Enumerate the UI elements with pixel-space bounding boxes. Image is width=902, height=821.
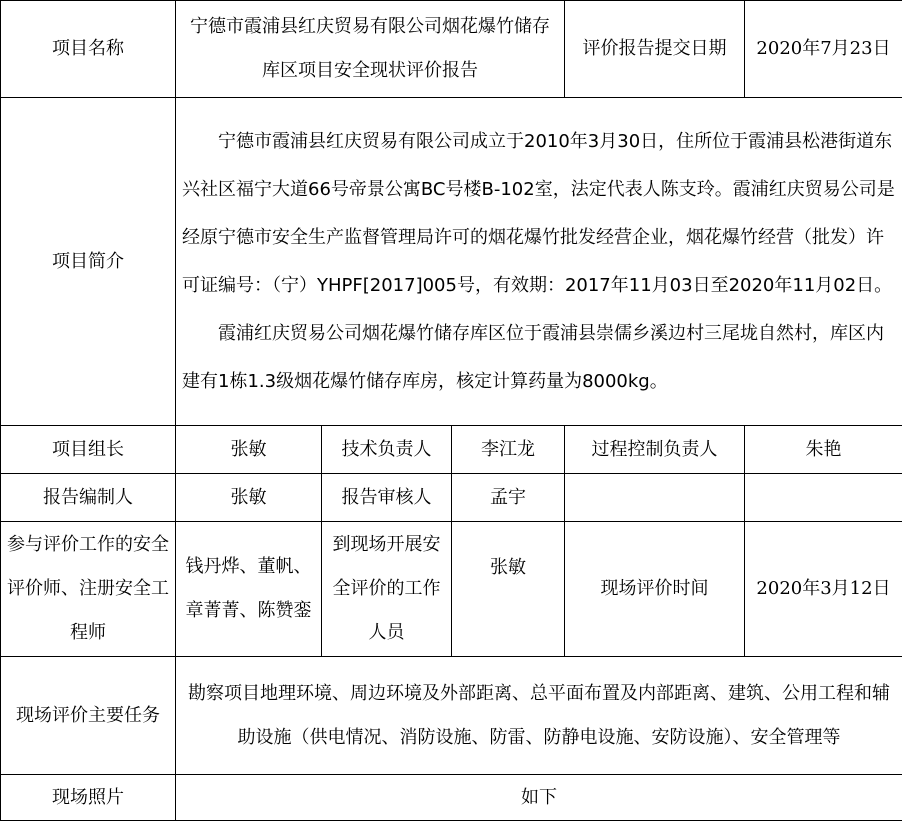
project-leader-label: 项目组长 — [1, 426, 176, 474]
tech-lead-value: 李江龙 — [452, 426, 565, 474]
evaluators-value: 钱丹烨、董帆、章菁菁、陈赞銮 — [176, 522, 322, 657]
project-leader-value: 张敏 — [176, 426, 322, 474]
report-reviewer-label: 报告审核人 — [322, 474, 452, 522]
onsite-staff-label: 到现场开展安全评价的工作人员 — [322, 522, 452, 657]
photos-label: 现场照片 — [1, 775, 176, 821]
row-leaders — [1, 426, 902, 474]
row-tasks — [1, 657, 902, 775]
tech-lead-label: 技术负责人 — [322, 426, 452, 474]
project-name-value: 宁德市霞浦县红庆贸易有限公司烟花爆竹储存库区项目安全现状评价报告 — [176, 1, 565, 98]
empty-cell-2 — [745, 474, 902, 522]
report-reviewer-value: 孟宇 — [452, 474, 565, 522]
report-author-label: 报告编制人 — [1, 474, 176, 522]
photos-value: 如下 — [176, 775, 902, 821]
onsite-staff-value: 张敏 — [452, 522, 565, 657]
row-photos — [1, 775, 902, 821]
onsite-time-value: 2020年3月12日 — [745, 522, 902, 657]
row-report — [1, 474, 902, 522]
intro-paragraph-2: 霞浦红庆贸易公司烟花爆竹储存库区位于霞浦县崇儒乡溪边村三尾垅自然村，库区内建有1栋1.3级烟花爆竹储存库房，核定计算药量为8000kg。 — [182, 310, 896, 406]
row-evaluators — [1, 522, 902, 657]
report-author-value: 张敏 — [176, 474, 322, 522]
tasks-value: 勘察项目地理环境、周边环境及外部距离、总平面布置及内部距离、建筑、公用工程和辅助设施（供电情况、消防设施、防雷、防静电设施、安防设施）、安全管理等 — [176, 657, 902, 775]
submit-date-label: 评价报告提交日期 — [565, 1, 745, 98]
process-control-value: 朱艳 — [745, 426, 902, 474]
row-project-name — [1, 1, 902, 98]
submit-date-value: 2020年7月23日 — [745, 1, 902, 98]
project-intro-label: 项目简介 — [1, 98, 176, 426]
empty-cell-1 — [565, 474, 745, 522]
project-intro-content — [176, 98, 902, 426]
intro-paragraph-1: 宁德市霞浦县红庆贸易有限公司成立于2010年3月30日，住所位于霞浦县松港街道东兴社区福宁大道66号帝景公寓BC号楼B-102室，法定代表人陈支玲。霞浦红庆贸易公司是经原宁德市安全生产监督管理局许可的烟花爆竹批发经营企业，烟花爆竹经营（批发）许可证编号：（宁）YHPF[2017]005号，有效期：2017年11月03日至2020年11月02日。 — [182, 118, 896, 310]
project-name-label: 项目名称 — [1, 1, 176, 98]
evaluators-label: 参与评价工作的安全评价师、注册安全工程师 — [1, 522, 176, 657]
tasks-label: 现场评价主要任务 — [1, 657, 176, 775]
onsite-time-label: 现场评价时间 — [565, 522, 745, 657]
row-project-intro — [1, 98, 902, 426]
process-control-label: 过程控制负责人 — [565, 426, 745, 474]
